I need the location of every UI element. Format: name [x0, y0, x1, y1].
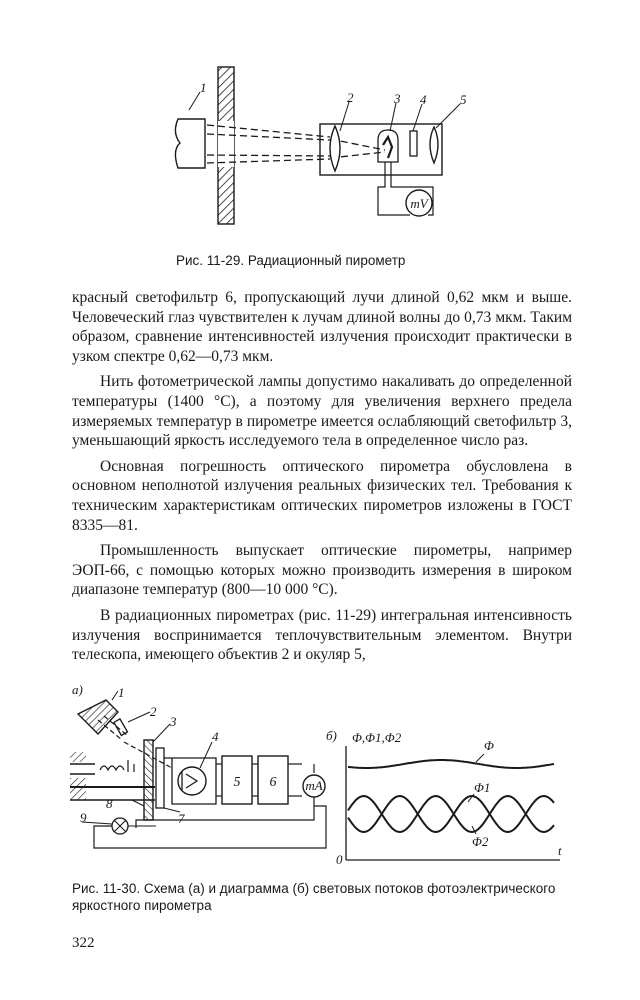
measured-body	[78, 700, 118, 734]
fig2-label-5: 5	[233, 775, 241, 790]
paragraph-4: Промышленность выпускает оптические пирометры, например ЭОП-66, с помощью которых можно производить измерения в широком диапазоне температур (800—10 000 °С).	[72, 542, 572, 599]
fig2-label-8: 8	[106, 796, 113, 811]
filter-plate	[410, 131, 417, 156]
body-text	[72, 288, 572, 671]
paragraph-2: Нить фотометрической лампы допустимо накаливать до определенной температуры (1400 °С), а поэтому для увеличения верхнего предела измеряемых температур в пирометре имеется ослабляющий светофильтр 3, уменьшающий яркость исследуемого тела в определенное число раз.	[72, 373, 572, 450]
fig1-label-3: 3	[394, 91, 401, 106]
figure-11-30-caption: Рис. 11-30. Схема (а) и диаграмма (б) световых потоков фотоэлектрического яркостного пирометра	[72, 881, 556, 913]
fig2-label-1: 1	[118, 685, 125, 700]
fig2-label-9: 9	[80, 810, 87, 825]
fig2-label-7: 7	[178, 811, 185, 826]
light-beam	[98, 716, 172, 768]
figure-11-29-radiation-pyrometer	[0, 0, 640, 240]
figure-11-29-caption: Рис. 11-29. Радиационный пирометр	[176, 253, 406, 268]
fig1-label-1: 1	[200, 80, 207, 95]
paragraph-5: В радиационных пирометрах (рис. 11-29) интегральная интенсивность излучения воспринимается теплочувствительным элементом. Внутри телескопа, имеющего объектив 2 и окуляр 5,	[72, 606, 572, 664]
fig2-label-6: 6	[269, 775, 277, 790]
curve-phi2	[348, 796, 554, 832]
fig2-label-2: 2	[150, 704, 157, 719]
fig1-label-4: 4	[420, 92, 427, 107]
reference-plate	[156, 748, 164, 808]
curve-label-phi1: Φ1	[474, 780, 491, 795]
figure-11-30b-diagram	[326, 718, 566, 868]
curve-phi1	[348, 796, 554, 832]
milliammeter-label: mA	[305, 778, 323, 793]
modulator-disc	[144, 740, 153, 820]
fig1-label-2: 2	[347, 90, 354, 105]
curve-label-phi2: Φ2	[472, 834, 489, 849]
paragraph-3: Основная погрешность оптического пирометра обусловлена в основном неполнотой излучения реальных физических тел. Требования к техническим характеристикам оптических пирометров изложены в ГОСТ 8335—81.	[72, 457, 572, 534]
lens-element	[114, 719, 128, 735]
page-number: 322	[72, 935, 95, 951]
paragraph-1: красный светофильтр 6, пропускающий лучи длиной 0,62 мкм и выше. Человеческий глаз чувствителен к лучам длиной волны до 0,73 мкм. Таким образом, сравнение интенсивностей излучения происходит практически в узком спектре 0,62—0,73 мкм.	[72, 289, 572, 365]
origin-label: 0	[336, 852, 343, 867]
x-axis-label: t	[558, 843, 562, 858]
fig2-label-3: 3	[170, 714, 177, 729]
fig2-label-4: 4	[212, 729, 219, 744]
millivoltmeter-label: mV	[410, 196, 428, 211]
fig1-label-5: 5	[460, 92, 467, 107]
hot-body-object	[175, 119, 205, 168]
part-a-label: а)	[72, 682, 83, 697]
y-axis-label: Φ,Φ1,Φ2	[352, 730, 402, 745]
part-b-label: б)	[326, 728, 337, 743]
curve-label-phi: Φ	[484, 738, 494, 753]
eyepiece-lens	[430, 127, 438, 163]
curve-phi	[348, 760, 554, 768]
objective-lens	[330, 126, 340, 171]
